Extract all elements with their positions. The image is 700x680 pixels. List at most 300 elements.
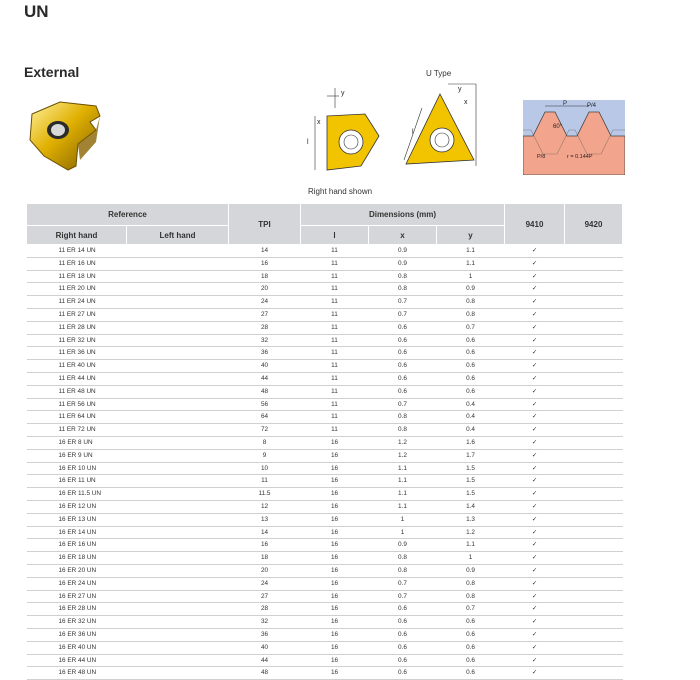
cell-x: 0.8 [369,283,437,296]
cell-left-hand [127,245,229,258]
cell-l: 16 [301,667,369,680]
cell-y: 0.4 [437,411,505,424]
header-reference: Reference [27,204,229,226]
header-y: y [437,226,505,245]
header-tpi: TPI [229,204,301,245]
cell-y: 1.2 [437,526,505,539]
cell-l: 16 [301,564,369,577]
section-title: External [24,64,80,80]
cell-x: 0.9 [369,539,437,552]
cell-9410: ✓ [505,449,565,462]
label-y2: y [458,86,462,93]
cell-right-hand: 16 ER 48 UN [27,667,127,680]
cell-x: 0.7 [369,577,437,590]
table-row [27,488,623,501]
cell-l: 16 [301,526,369,539]
cell-9420 [565,283,623,296]
cell-9410: ✓ [505,526,565,539]
cell-x: 0.7 [369,308,437,321]
cell-9410: ✓ [505,616,565,629]
cell-right-hand: 11 ER 18 UN [27,270,127,283]
cell-9420 [565,667,623,680]
cell-9420 [565,360,623,373]
cell-9410: ✓ [505,577,565,590]
table-row [27,347,623,360]
cell-left-hand [127,462,229,475]
cell-9410: ✓ [505,603,565,616]
cell-right-hand: 16 ER 32 UN [27,616,127,629]
cell-9410: ✓ [505,641,565,654]
cell-9420 [565,603,623,616]
cell-y: 0.6 [437,654,505,667]
cell-x: 0.8 [369,424,437,437]
cell-x: 0.7 [369,398,437,411]
cell-y: 0.8 [437,577,505,590]
label-x: x [317,119,321,126]
cell-right-hand: 16 ER 24 UN [27,577,127,590]
cell-right-hand: 16 ER 12 UN [27,500,127,513]
u-type-insert-diagram [398,80,482,172]
cell-9420 [565,616,623,629]
cell-9410: ✓ [505,552,565,565]
cell-y: 1.6 [437,436,505,449]
cell-l: 16 [301,436,369,449]
cell-tpi: 48 [229,667,301,680]
cell-right-hand: 16 ER 20 UN [27,564,127,577]
cell-9420 [565,590,623,603]
cell-l: 11 [301,308,369,321]
cell-tpi: 72 [229,424,301,437]
cell-tpi: 36 [229,347,301,360]
cell-l: 16 [301,449,369,462]
cell-x: 0.6 [369,321,437,334]
cell-left-hand [127,257,229,270]
cell-x: 0.6 [369,334,437,347]
cell-9420 [565,398,623,411]
cell-x: 0.9 [369,245,437,258]
cell-left-hand [127,654,229,667]
spec-table-body [27,245,623,680]
cell-9410: ✓ [505,424,565,437]
cell-tpi: 16 [229,539,301,552]
cell-x: 0.8 [369,552,437,565]
spec-table [26,203,623,680]
cell-left-hand [127,296,229,309]
insert-side-diagram [305,86,383,174]
cell-right-hand: 11 ER 40 UN [27,360,127,373]
cell-x: 1.2 [369,449,437,462]
cell-right-hand: 16 ER 28 UN [27,603,127,616]
cell-9410: ✓ [505,564,565,577]
cell-l: 11 [301,385,369,398]
cell-tpi: 13 [229,513,301,526]
cell-tpi: 14 [229,245,301,258]
cell-tpi: 18 [229,552,301,565]
cell-x: 0.6 [369,603,437,616]
cell-left-hand [127,667,229,680]
cell-9420 [565,321,623,334]
cell-x: 0.6 [369,616,437,629]
cell-9420 [565,245,623,258]
thread-profile-diagram [523,100,625,175]
cell-9420 [565,449,623,462]
cell-right-hand: 11 ER 32 UN [27,334,127,347]
cell-left-hand [127,270,229,283]
cell-9420 [565,462,623,475]
cell-y: 0.4 [437,398,505,411]
cell-9420 [565,411,623,424]
cell-9410: ✓ [505,257,565,270]
figure-caption: Right hand shown [308,187,373,196]
label-l2: l [412,129,414,136]
table-row [27,372,623,385]
cell-y: 0.6 [437,628,505,641]
cell-tpi: 24 [229,296,301,309]
cell-x: 1 [369,513,437,526]
cell-9420 [565,628,623,641]
label-y: y [341,90,345,97]
cell-y: 0.9 [437,283,505,296]
cell-right-hand: 11 ER 16 UN [27,257,127,270]
table-row [27,603,623,616]
cell-y: 0.9 [437,564,505,577]
cell-y: 1.5 [437,462,505,475]
label-p: P [563,101,568,107]
cell-l: 16 [301,475,369,488]
cell-right-hand: 11 ER 24 UN [27,296,127,309]
cell-9410: ✓ [505,372,565,385]
cell-y: 0.6 [437,616,505,629]
cell-x: 0.7 [369,590,437,603]
cell-right-hand: 16 ER 44 UN [27,654,127,667]
cell-9420 [565,372,623,385]
cell-tpi: 10 [229,462,301,475]
cell-y: 1.7 [437,449,505,462]
cell-tpi: 64 [229,411,301,424]
cell-right-hand: 11 ER 28 UN [27,321,127,334]
cell-left-hand [127,590,229,603]
table-row [27,308,623,321]
cell-left-hand [127,603,229,616]
cell-tpi: 27 [229,308,301,321]
cell-y: 0.8 [437,296,505,309]
table-row [27,283,623,296]
cell-9420 [565,436,623,449]
header-9420: 9420 [565,204,623,245]
cell-tpi: 24 [229,577,301,590]
cell-9410: ✓ [505,270,565,283]
table-row [27,462,623,475]
cell-tpi: 14 [229,526,301,539]
table-row [27,564,623,577]
cell-l: 16 [301,641,369,654]
cell-9420 [565,654,623,667]
cell-l: 11 [301,411,369,424]
cell-x: 1.1 [369,475,437,488]
cell-y: 0.6 [437,385,505,398]
table-row [27,667,623,680]
cell-left-hand [127,347,229,360]
cell-l: 11 [301,360,369,373]
cell-right-hand: 16 ER 8 UN [27,436,127,449]
cell-left-hand [127,283,229,296]
cell-tpi: 40 [229,360,301,373]
cell-9420 [565,513,623,526]
cell-left-hand [127,372,229,385]
cell-9410: ✓ [505,590,565,603]
cell-left-hand [127,475,229,488]
cell-tpi: 28 [229,321,301,334]
cell-9420 [565,257,623,270]
cell-9420 [565,296,623,309]
cell-l: 16 [301,488,369,501]
cell-x: 0.9 [369,257,437,270]
cell-left-hand [127,449,229,462]
cell-9410: ✓ [505,654,565,667]
table-row [27,436,623,449]
cell-x: 0.6 [369,372,437,385]
cell-x: 0.8 [369,564,437,577]
cell-9420 [565,552,623,565]
cell-y: 1.4 [437,500,505,513]
cell-l: 11 [301,424,369,437]
cell-left-hand [127,500,229,513]
cell-9410: ✓ [505,411,565,424]
cell-x: 1.2 [369,436,437,449]
cell-left-hand [127,628,229,641]
table-row [27,526,623,539]
table-row [27,500,623,513]
cell-y: 0.6 [437,372,505,385]
cell-y: 1 [437,552,505,565]
cell-l: 16 [301,552,369,565]
cell-left-hand [127,552,229,565]
label-r: r = 0.144P [567,154,593,160]
cell-y: 0.7 [437,321,505,334]
cell-x: 1.1 [369,462,437,475]
label-angle: 60° [553,124,563,130]
table-row [27,539,623,552]
cell-right-hand: 16 ER 16 UN [27,539,127,552]
insert-photo [26,100,104,172]
cell-9410: ✓ [505,513,565,526]
table-row [27,552,623,565]
table-row [27,360,623,373]
cell-9410: ✓ [505,347,565,360]
cell-right-hand: 16 ER 14 UN [27,526,127,539]
cell-left-hand [127,564,229,577]
cell-l: 11 [301,321,369,334]
cell-l: 16 [301,654,369,667]
cell-l: 11 [301,347,369,360]
cell-tpi: 40 [229,641,301,654]
cell-y: 1.1 [437,245,505,258]
cell-9420 [565,308,623,321]
cell-y: 1.3 [437,513,505,526]
cell-tpi: 44 [229,654,301,667]
cell-tpi: 56 [229,398,301,411]
cell-y: 0.8 [437,590,505,603]
cell-x: 0.8 [369,411,437,424]
cell-9410: ✓ [505,385,565,398]
table-row [27,475,623,488]
cell-9410: ✓ [505,475,565,488]
cell-9420 [565,539,623,552]
cell-right-hand: 11 ER 72 UN [27,424,127,437]
cell-right-hand: 11 ER 56 UN [27,398,127,411]
label-p4: P/4 [587,103,597,109]
cell-y: 1.5 [437,475,505,488]
cell-9410: ✓ [505,334,565,347]
cell-x: 0.6 [369,347,437,360]
cell-x: 0.7 [369,296,437,309]
cell-y: 1 [437,270,505,283]
cell-9420 [565,385,623,398]
cell-9410: ✓ [505,296,565,309]
cell-9420 [565,500,623,513]
cell-tpi: 27 [229,590,301,603]
cell-right-hand: 11 ER 36 UN [27,347,127,360]
cell-y: 0.8 [437,308,505,321]
cell-9420 [565,475,623,488]
cell-tpi: 32 [229,616,301,629]
table-row [27,334,623,347]
cell-y: 0.6 [437,360,505,373]
cell-9410: ✓ [505,360,565,373]
cell-left-hand [127,539,229,552]
cell-9410: ✓ [505,321,565,334]
cell-right-hand: 16 ER 27 UN [27,590,127,603]
u-type-label: U Type [426,69,452,78]
cell-9410: ✓ [505,283,565,296]
cell-l: 16 [301,616,369,629]
cell-tpi: 11 [229,475,301,488]
cell-9410: ✓ [505,436,565,449]
cell-y: 1.1 [437,539,505,552]
cell-left-hand [127,411,229,424]
cell-right-hand: 16 ER 36 UN [27,628,127,641]
cell-9420 [565,334,623,347]
cell-l: 16 [301,539,369,552]
cell-l: 11 [301,245,369,258]
cell-l: 16 [301,590,369,603]
cell-y: 1.5 [437,488,505,501]
cell-tpi: 18 [229,270,301,283]
cell-tpi: 8 [229,436,301,449]
cell-9410: ✓ [505,500,565,513]
label-l: l [307,139,309,146]
cell-9410: ✓ [505,398,565,411]
cell-x: 0.6 [369,654,437,667]
cell-l: 16 [301,462,369,475]
cell-x: 1.1 [369,488,437,501]
table-row [27,270,623,283]
cell-9420 [565,347,623,360]
table-row [27,449,623,462]
header-left-hand: Left hand [127,226,229,245]
cell-left-hand [127,616,229,629]
cell-left-hand [127,488,229,501]
cell-left-hand [127,385,229,398]
cell-l: 11 [301,372,369,385]
cell-l: 11 [301,296,369,309]
cell-x: 0.6 [369,641,437,654]
cell-9410: ✓ [505,488,565,501]
table-row [27,628,623,641]
cell-l: 11 [301,283,369,296]
table-row [27,577,623,590]
cell-9410: ✓ [505,539,565,552]
table-row [27,424,623,437]
cell-tpi: 36 [229,628,301,641]
page-title: UN [24,2,49,21]
cell-left-hand [127,577,229,590]
cell-right-hand: 16 ER 40 UN [27,641,127,654]
cell-9420 [565,577,623,590]
cell-tpi: 11.5 [229,488,301,501]
cell-9420 [565,270,623,283]
cell-right-hand: 11 ER 20 UN [27,283,127,296]
cell-x: 1 [369,526,437,539]
cell-x: 0.6 [369,360,437,373]
cell-y: 0.4 [437,424,505,437]
cell-9410: ✓ [505,462,565,475]
cell-tpi: 44 [229,372,301,385]
cell-y: 0.7 [437,603,505,616]
cell-x: 0.6 [369,628,437,641]
table-row [27,398,623,411]
cell-tpi: 48 [229,385,301,398]
cell-9420 [565,526,623,539]
cell-l: 11 [301,398,369,411]
table-row [27,590,623,603]
cell-9410: ✓ [505,667,565,680]
cell-tpi: 20 [229,564,301,577]
cell-9420 [565,564,623,577]
cell-left-hand [127,334,229,347]
cell-left-hand [127,424,229,437]
cell-y: 1.1 [437,257,505,270]
cell-tpi: 9 [229,449,301,462]
label-x2: x [464,99,468,106]
header-9410: 9410 [505,204,565,245]
cell-right-hand: 11 ER 64 UN [27,411,127,424]
cell-left-hand [127,360,229,373]
cell-x: 0.6 [369,385,437,398]
table-row [27,411,623,424]
header-x: x [369,226,437,245]
cell-left-hand [127,526,229,539]
cell-y: 0.6 [437,641,505,654]
cell-l: 11 [301,257,369,270]
cell-right-hand: 16 ER 9 UN [27,449,127,462]
table-row [27,296,623,309]
cell-x: 1.1 [369,500,437,513]
cell-9420 [565,424,623,437]
table-row [27,513,623,526]
cell-l: 16 [301,500,369,513]
cell-left-hand [127,513,229,526]
cell-9410: ✓ [505,308,565,321]
cell-tpi: 20 [229,283,301,296]
cell-9410: ✓ [505,628,565,641]
cell-tpi: 16 [229,257,301,270]
cell-right-hand: 11 ER 27 UN [27,308,127,321]
cell-right-hand: 16 ER 13 UN [27,513,127,526]
cell-right-hand: 16 ER 11 UN [27,475,127,488]
cell-tpi: 12 [229,500,301,513]
table-row [27,385,623,398]
